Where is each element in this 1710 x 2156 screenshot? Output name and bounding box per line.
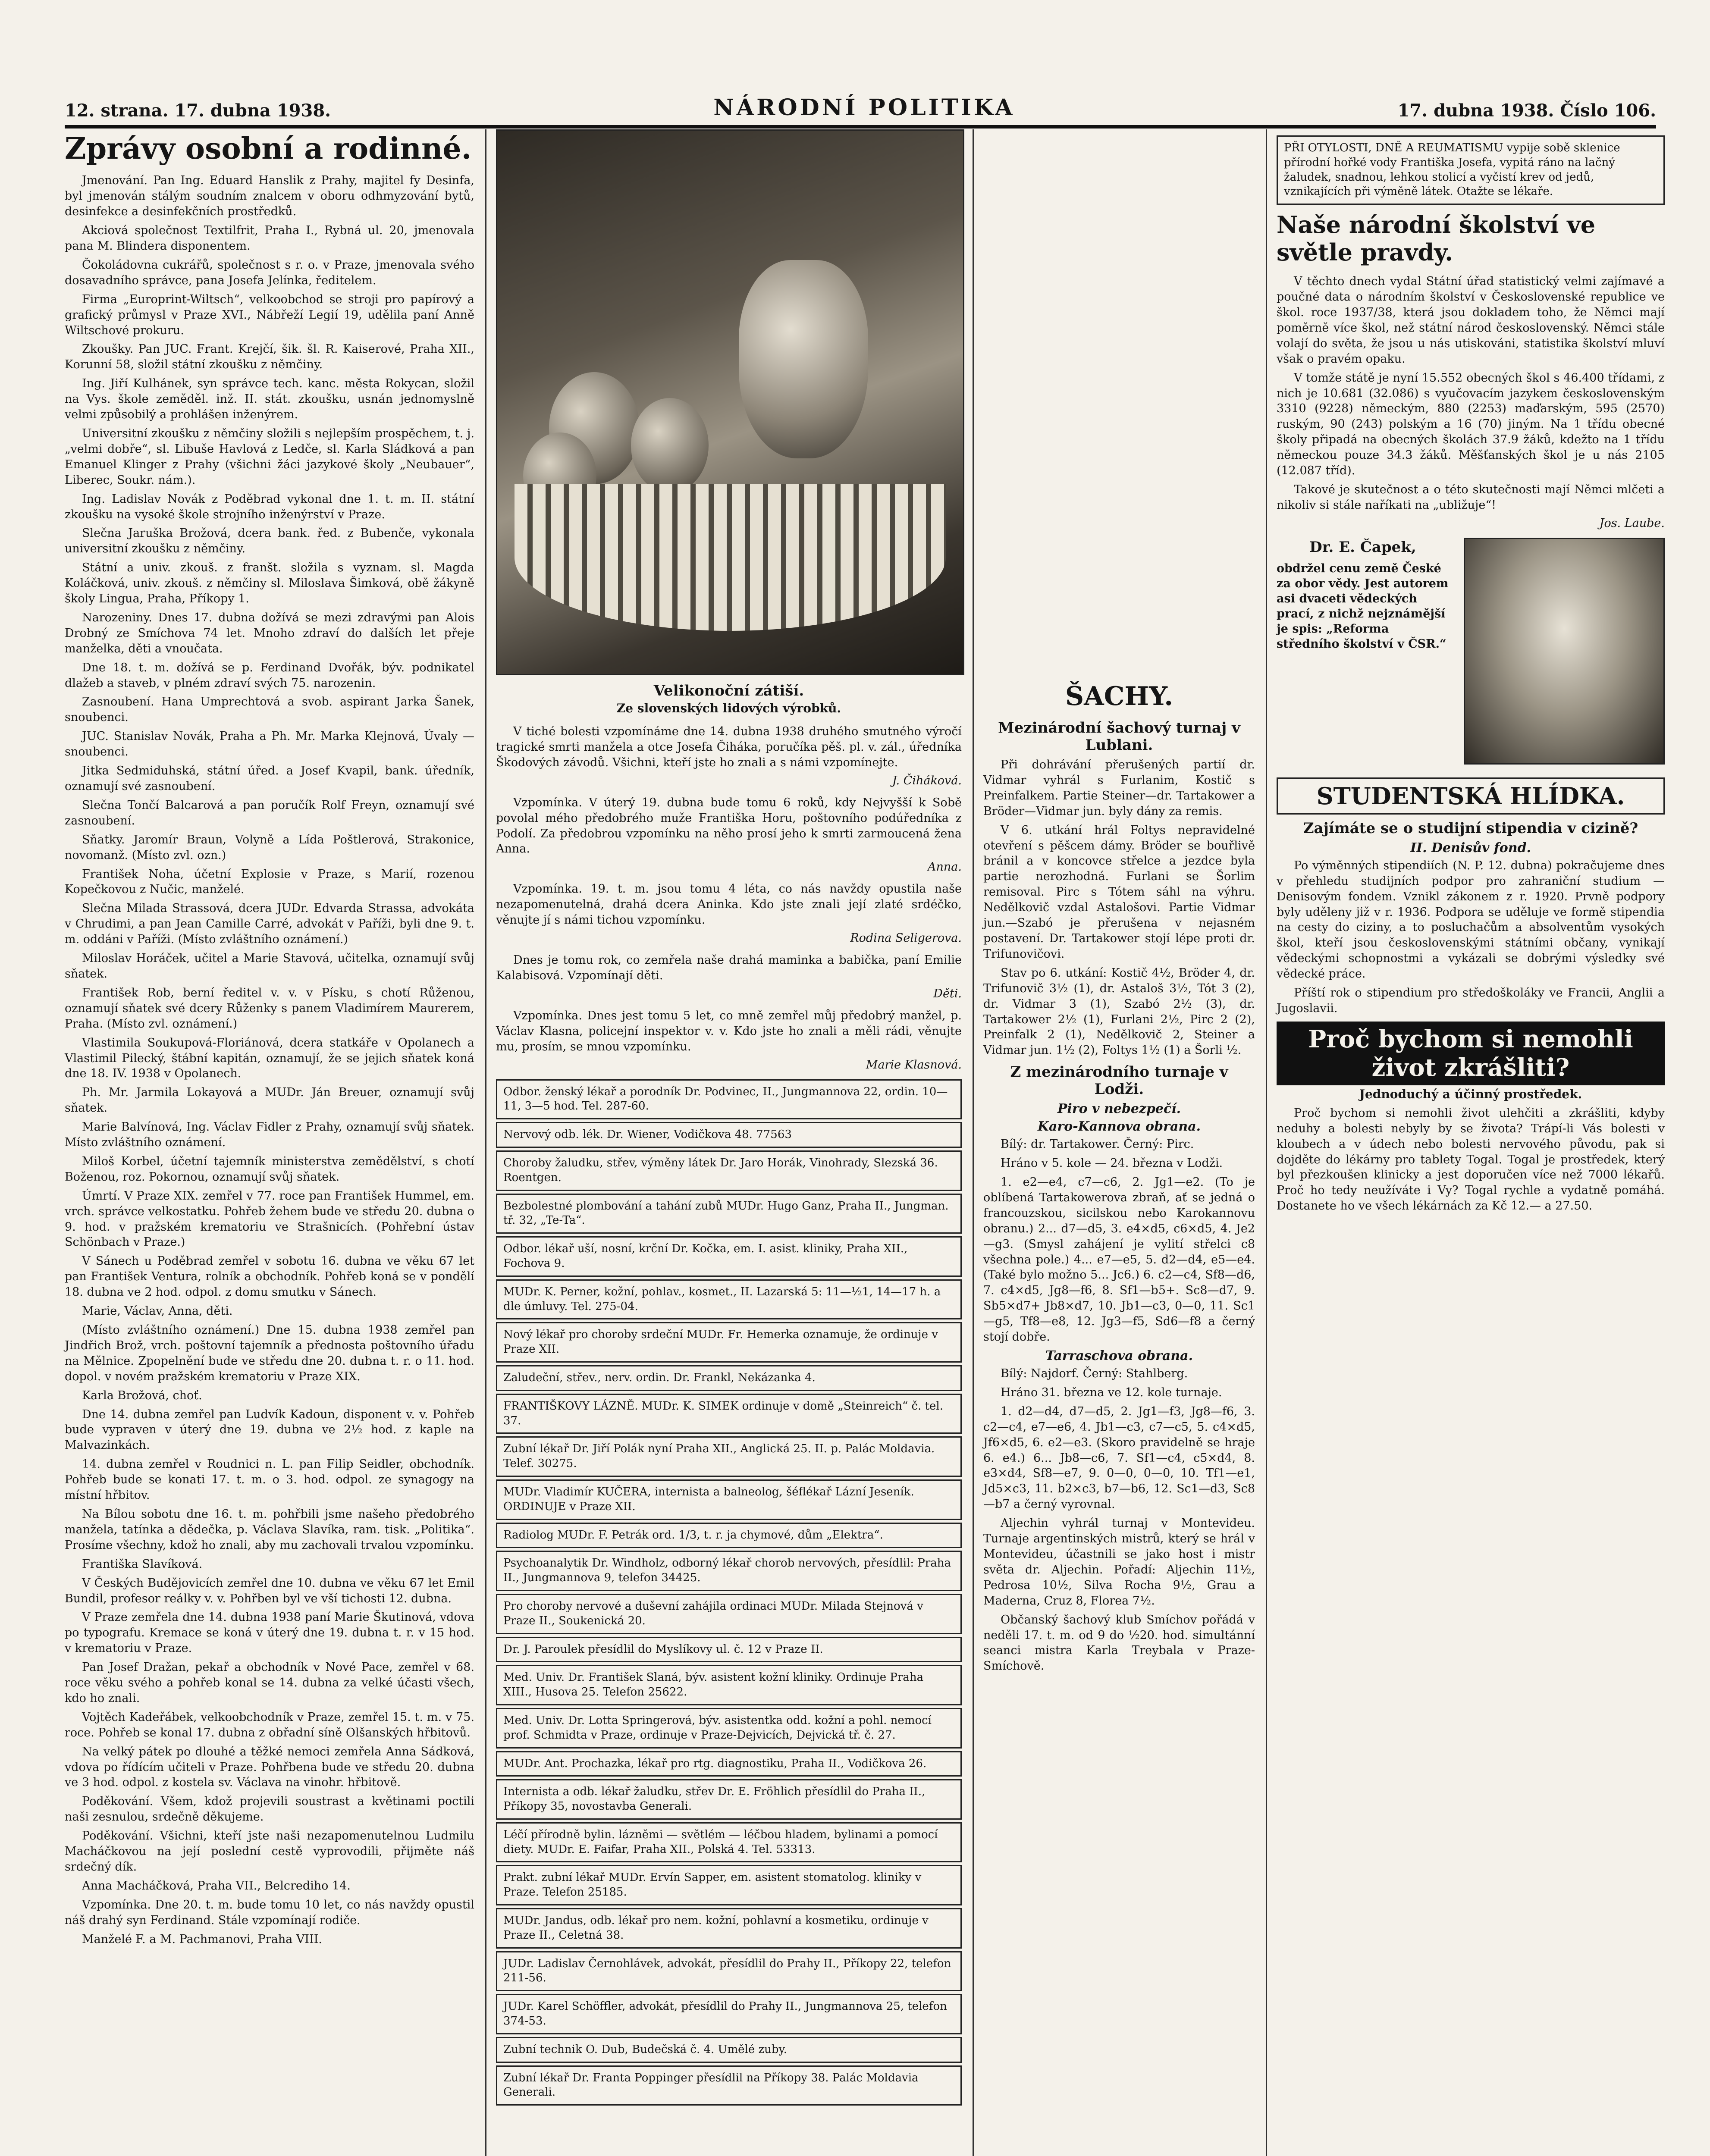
page-header (65, 91, 1656, 121)
news-paragraph: Státní a univ. zkouš. z franšt. složila s vyznam. sl. Magda Koláčková, univ. zkouš. z němčiny sl. Miloslava Šimková, obě žákyně školy Lingua, Praha, Příkopy 1. (65, 561, 474, 606)
game1-moves: 1. e2—e4, c7—c6, 2. Jg1—e2. (To je oblíbená Tartakowerova zbraň, ať se jedná o francouzskou, sicilskou nebo Karokannovu obranu.) 2... d7—d5, 3. e4×d5, c6×d5, 4. Je2—g3. (Smysl zahájení je vylití střelci c8 všechna pole.) 4... e7—e5, 5. d2—d4, e5—e4. (Také bylo možno 5... Jc6.) 6. c2—c4, Sf8—d6, 7. c4×d5, Jg8—f6, 8. Sf1—b5+. Sc8—d7, 9. Sb5×d7+ Jb8×d7, 10. Jb1—c3, 0—0, 11. Sc1—g5, Tf8—e8, 12. Jg3—f5, Sd6—f8 a černý stojí dobře. (983, 1175, 1255, 1344)
classified-ad-text: Zubní lékař Dr. Jiří Polák nyní Praha XII., Anglická 25. II. p. Palác Moldavia. Telef. 30275. (503, 1442, 935, 1470)
chess-title: ŠACHY. (1065, 681, 1173, 711)
classified-ad-text: Dr. J. Paroulek přesídlil do Myslíkovy ul. č. 12 v Praze II. (503, 1642, 823, 1656)
classified-ad-text: Prakt. zubní lékař MUDr. Ervín Sapper, em. asistent stomatolog. kliniky v Praze. Telefon 25185. (503, 1871, 922, 1899)
classified-ad-text: Zubní technik O. Dub, Budečská č. 4. Umělé zuby. (503, 2043, 788, 2056)
classified-ad (496, 1665, 962, 1705)
classified-ad-text: Bezbolestné plombování a tahání zubů MUDr. Hugo Ganz, Praha II., Jungman. tř. 32, „Te-Ta“. (503, 1199, 949, 1227)
section-title: Zprávy osobní a rodinné. (65, 132, 472, 166)
classified-ad (496, 1079, 962, 1120)
classified-ad (496, 1122, 962, 1148)
news-paragraph: Vojtěch Kadeřábek, velkoobchodník v Praze, zemřel 15. t. m. v 75. roce. Pohřeb se konal 17. dubna z obřadní síně Olšanských hřbitovů. (65, 1710, 474, 1739)
togal-ad-heading: Proč bychom si nemohli život zkrášliti? (1277, 1022, 1665, 1085)
news-paragraph: Úmrtí. V Praze XIX. zemřel v 77. roce pan František Hummel, em. vrch. správce velkostatku. Pohřeb žehem bude ve středu 20. dubna o 9. hod. v pražském krematoriu ve Strašnicích. (Pohřební ústav Schönbach v Praze.) (65, 1189, 474, 1249)
classified-ad (496, 1194, 962, 1234)
news-paragraph: Ph. Mr. Jarmila Lokayová a MUDr. Ján Breuer, oznamují svůj sňatek. (65, 1086, 474, 1115)
portrait-caption (1277, 538, 1449, 652)
memorial-notice: Vzpomínka. Dnes jest tomu 5 let, co mně zemřel můj předobrý manžel, p. Václav Klasna, policejní inspektor v. v. Kdo jste ho znali a měli rádi, věnujte mu, prosím, se mnou vzpomínku. (496, 1009, 962, 1053)
classified-ad-text: Med. Univ. Dr. Lotta Springerová, býv. asistentka odd. kožní a pohl. nemocí prof. Schmidta v Praze, ordinuje v Praze-Dejvicích, Dejvická tř. č. 27. (503, 1714, 932, 1742)
classified-ad-text: Léčí přírodně bylin. lázněmi — světlém — léčbou hladem, bylinami a pomocí diety. MUDr. E. Faifar, Praha XII., Polská 4. Tel. 53313. (503, 1828, 938, 1856)
classified-ad (496, 1865, 962, 1905)
news-paragraph: V Sánech u Poděbrad zemřel v sobotu 16. dubna ve věku 67 let pan František Ventura, rolník a obchodník. Pohřeb koná se v pondělí 18. dubna ve 2 hod. odpol. z domu smutku v Sánech. (65, 1254, 474, 1299)
news-paragraph: Zkoušky. Pan JUC. Frant. Krejčí, šik. šl. R. Kaiserové, Praha XII., Korunní 58, složil státní zkoušku z němčiny. (65, 342, 474, 372)
news-paragraph: Slečna Jaruška Brožová, dcera bank. řed. z Bubenče, vykonala universitní zkoušku z němčiny. (65, 526, 474, 556)
student-subtitle-fund: II. Denisův fond. (1410, 840, 1531, 856)
club-news: Občanský šachový klub Smíchov pořádá v neděli 17. t. m. od 9 do ½20. hod. simultánní seanci mistra Karla Treybala v Praze-Smíchově. (983, 1613, 1255, 1673)
personal-news-column (65, 129, 474, 1951)
photo-and-ads-column (496, 129, 962, 2108)
easter-egg (631, 398, 709, 493)
header-rule (65, 125, 1656, 128)
classified-ad-text: MUDr. Ant. Prochazka, lékař pro rtg. diagnostiku, Praha II., Vodičkova 26. (503, 1757, 927, 1770)
news-paragraph: František Noha, účetní Explosie v Praze, s Marií, rozenou Kopečkovou z Nučic, manželé. (65, 867, 474, 896)
classified-ad (496, 1436, 962, 1477)
classified-ad (496, 1994, 962, 2034)
game1-opening: Karo-Kannova obrana. (1037, 1119, 1201, 1134)
news-paragraph: Na velký pátek po dlouhé a těžké nemoci zemřela Anna Sádková, vdova po řídícím učiteli v Praze. Pohřbena bude ve středu 20. dubna ve 3 hod. odpol. z kostela sv. Václava na vinohr. hřbitově. (65, 1745, 474, 1789)
student-paragraph: Po výměnných stipendiích (N. P. 12. dubna) pokračujeme dnes v přehledu studijních podpor pro zahraniční studium — Denisovým fondem. Vznikl zákonem z r. 1920. Prvně podpory byly uděleny již v r. 1936. Podpora se uděluje ve formě stipendia na cesty do ciziny, a to posluchačům a absolventům vysokých škol, kteří jsou československými státními občany, vynikají vědeckými schopnostmi a vykázali se dobrými výsledky své vědecké práce. (1277, 859, 1665, 981)
schooling-paragraph: V těchto dnech vydal Státní úřad statistický velmi zajímavé a poučné data o národním školství v Československé republice ve škol. roce 1937/38, která jsou dokladem toho, že Němci mají poměrně více škol, než státní národ československý. Němci stále volají do světa, že jsou u nás utiskováni, statistika školství mluví však o pravém opaku. (1277, 275, 1665, 366)
bowl-shape (515, 484, 946, 631)
classified-ad-text: Radiolog MUDr. F. Petrák ord. 1/3, t. r. ja chymové, dům „Elektra“. (503, 1528, 883, 1542)
classified-ad-text: Internista a odb. lékař žaludku, střev Dr. E. Fröhlich přesídlil do Praha II., Příkopy 35, novostavba Generali. (503, 1785, 926, 1813)
news-paragraph: Sňatky. Jaromír Braun, Volyně a Lída Poštlerová, Strakonice, novomanž. (Místo zvl. ozn.) (65, 833, 474, 862)
news-paragraph: Manželé F. a M. Pachmanovi, Praha VIII. (82, 1932, 322, 1946)
news-paragraph: Miloslav Horáček, učitel a Marie Stavová, učitelka, oznamují svůj sňatek. (65, 952, 474, 981)
classified-ad (496, 1150, 962, 1191)
togal-ad-subtitle: Jednoduchý a účinný prostředek. (1359, 1087, 1582, 1101)
classified-ad (496, 1637, 962, 1663)
game2-info: Hráno 31. března ve 12. kole turnaje. (1001, 1385, 1222, 1399)
classified-ad (496, 1322, 962, 1363)
mineral-water-ad (1277, 135, 1665, 205)
schooling-paragraph: V tomže státě je nyní 15.552 obecných škol s 46.400 třídami, z nich je 10.681 (32.086) s vyučovacím jazykem československým 3310 (9228) německým, 880 (2253) maďarským, 595 (2570) ruským, 90 (243) polským a 16 (70) jiným. Na 1 třídu obecné školy připadá na obecných školách 37.9 žáků, kdežto na 1 třídu německou pouze 34.3 žáků. Měšťanských škol je u nás 2105 (12.087 tříd). (1277, 371, 1665, 478)
news-paragraph: Akciová společnost Textilfrit, Praha I., Rybná ul. 20, jmenovala pana M. Blindera disponentem. (65, 224, 474, 253)
news-paragraph: Miloš Korbel, účetní tajemník ministerstva zemědělství, s chotí Boženou, roz. Pokornou, oznamují svůj sňatek. (65, 1154, 474, 1184)
classified-ad (496, 1951, 962, 1992)
classified-ad-text: Odbor. ženský lékař a porodník Dr. Podvinec, II., Jungmannova 22, ordin. 10—11, 3—5 hod. Tel. 287-60. (503, 1085, 948, 1113)
game1-title: Piro v nebezpečí. (1057, 1101, 1181, 1117)
classified-ad (496, 1822, 962, 1863)
classified-ad-text: Psychoanalytik Dr. Windholz, odborný lékař chorob nervových, přesídlil: Praha II., Jungmannova 9, telefon 34425. (503, 1557, 951, 1585)
classified-ad (496, 1708, 962, 1749)
chess-news: Aljechin vyhrál turnaj v Montevideu. Turnaje argentinských mistrů, který se hrál v Montevideu, účastnili se jako host i mistr světa dr. Aljechin. Pořadí: Aljechin 11½, Pedrosa 10½, Silva Rocha 9½, Grau a Maderna, Cruz 8, Florea 7½. (983, 1517, 1255, 1608)
photo-caption: Velikonoční zátiší. (653, 682, 804, 699)
news-paragraph: V Praze zemřela dne 14. dubna 1938 paní Marie Škutinová, vdova po typografu. Kremace se koná v úterý dne 19. dubna t. r. v 15 hod. v krematoriu v Praze. (65, 1611, 474, 1655)
classified-ad (496, 1236, 962, 1277)
column-divider (485, 129, 486, 2156)
news-paragraph: Zasnoubení. Hana Umprechtová a svob. aspirant Jarka Šanek, snoubenci. (65, 695, 474, 724)
classified-ad-text: Nervový odb. lék. Dr. Wiener, Vodičkova 48. 77563 (503, 1128, 792, 1141)
classified-ad-text: FRANTIŠKOVY LÁZNĚ. MUDr. K. SIMEK ordinuje v domě „Steinreich“ č. tel. 37. (503, 1399, 944, 1427)
memorials-list (496, 724, 962, 1072)
memorial-signature: Rodina Seligerova. (850, 931, 962, 945)
classified-ad-text: JUDr. Ladislav Černohlávek, advokát, přesídlil do Prahy II., Příkopy 22, telefon 211-56. (503, 1957, 951, 1985)
classified-ad (496, 1523, 962, 1548)
personal-news-list (65, 173, 474, 1947)
news-paragraph: Firma „Europrint-Wiltsch“, velkoobchod se stroji pro papírový a grafický průmysl v Praze XVI., Nábřeží Legií 19, udělila paní Anně Wiltschové prokuru. (65, 292, 474, 337)
column-divider (973, 129, 974, 2156)
page-number-date: 12. strana. 17. dubna 1938. (65, 100, 331, 121)
classified-ad-text: Pro choroby nervové a duševní zahájila ordinaci MUDr. Milada Stejnová v Praze II., Soukenická 20. (503, 1599, 923, 1627)
news-paragraph: Karla Brožová, choť. (82, 1388, 202, 1402)
student-column-title: STUDENTSKÁ HLÍDKA. (1277, 777, 1665, 815)
chess-subtitle: Mezinárodní šachový turnaj v Lublani. (998, 719, 1240, 754)
news-paragraph: JUC. Stanislav Novák, Praha a Ph. Mr. Marka Klejnová, Úvaly — snoubenci. (65, 730, 474, 759)
column-divider (1266, 129, 1267, 2156)
togal-ad-text: Proč bychom si nemohli život ulehčiti a zkrášliti, kdyby neduhy a bolesti nebyly by se života? Trápí-li Vás bolesti v kloubech a v údech nebo bolesti nervového původu, pak si dojděte do lékárny pro tablety Togal. Togal je prostředek, který byl přezkoušen klinicky a jest doporučen více než 7000 lékařů. Proč ho tedy neužíváte i Vy? Togal rychle a vydatně pomáhá. Dostanete ho ve všech lékárnách za Kč 12.— a 27.50. (1277, 1106, 1665, 1213)
memorial-signature: Děti. (933, 987, 962, 1000)
classified-ad-text: MUDr. Vladimír KUČERA, internista a balneolog, šéflékař Lázní Jeseník. ORDINUJE v Praze XII. (503, 1485, 914, 1513)
news-paragraph: Anna Macháčková, Praha VII., Belcrediho 14. (82, 1879, 351, 1893)
classified-ad (496, 1751, 962, 1777)
memorial-notice: Vzpomínka. 19. t. m. jsou tomu 4 léta, co nás navždy opustila naše nezapomenutelná, drahá dcera Aninka. Kdo jste znali její zlaté srdéčko, věnujte jí s námi tichou vzpomínku. (496, 882, 962, 927)
game2-moves: 1. d2—d4, d7—d5, 2. Jg1—f3, Jg8—f6, 3. c2—c4, e7—e6, 4. Jb1—c3, c7—c5, 5. c4×d5, Jf6×d5, 6. e2—e3. (Skoro pravidelně se hraje 6. e4.) 6... Jb8—c6, 7. Sf1—c4, c5×d4, 8. e3×d4, Sf8—e7, 9. 0—0, 0—0, 10. Tf1—e1, Jd5×c3, 11. b2×c3, b7—b6, 12. Sc1—d3, Sc8—b7 a černý vyrovnal. (983, 1404, 1255, 1511)
schooling-paragraph: Takové je skutečnost a o této skutečnosti mají Němci mlčeti a nikoliv si stále naříkati na „ubližuje“! (1277, 483, 1665, 512)
news-paragraph: Ing. Jiří Kulhánek, syn správce tech. kanc. města Rokycan, složil na Vys. škole zeměděl. inž. II. stát. zkoušku, usnán jednomyslně velmi způsobilý a prohlášen inženýrem. (65, 377, 474, 422)
news-paragraph: Čokoládovna cukrářů, společnost s r. o. v Praze, jmenovala svého dosavadního správce, pana Josefa Jelínka, ředitelem. (65, 258, 474, 287)
memorial-signature: Anna. (928, 860, 962, 874)
classified-ad (496, 2037, 962, 2063)
portrait-name: Dr. E. Čapek, (1309, 538, 1416, 556)
classified-ad-text: JUDr. Karel Schöffler, advokát, přesídlil do Prahy II., Jungmannova 25, telefon 374-53. (503, 2000, 947, 2028)
news-paragraph: Poděkování. Všichni, kteří jste naši nezapomenutelnou Ludmilu Macháčkovou na její poslední cestě vyprovodili, přijměte náš srdečný dík. (65, 1829, 474, 1874)
news-paragraph: Marie Balvínová, Ing. Václav Fidler z Prahy, oznamují svůj sňatek. Místo zvláštního oznámení. (65, 1120, 474, 1150)
article-signature: Jos. Laube. (1599, 516, 1665, 530)
news-paragraph: Slečna Tončí Balcarová a pan poručík Rolf Freyn, oznamují své zasnoubení. (65, 798, 474, 827)
news-paragraph: František Rob, berní ředitel v. v. v Písku, s chotí Růženou, oznamují sňatek své dcery Růženky s panem Vladimírem Maurerem, Praha. (Místo zvl. oznámení.) (65, 986, 474, 1031)
portrait-block (1277, 538, 1665, 771)
easter-still-life-photo (496, 129, 964, 675)
news-paragraph: (Místo zvláštního oznámení.) Dne 15. dubna 1938 zemřel pan Jindřich Brož, vrch. poštovní tajemník a přednosta poštovního úřadu na Mělnice. Zpopelnění bude ve středu dne 20. dubna t. r. o 11. hod. dopol. v novém pražském krematoriu v Praze XIX. (65, 1323, 474, 1383)
photo-subcaption: Ze slovenských lidových výrobků. (616, 701, 841, 715)
chess-paragraph: Stav po 6. utkání: Kostič 4½, Bröder 4, dr. Trifunovič 3½ (1), dr. Astaloš 3½, Tót 3 (2), dr. Vidmar 3 (1), Szabó 2½ (3), dr. Tartakower 2½ (1), Furlani 2½, Pirc 2 (2), Preinfalk 2 (1), Nedělkovič 2, Steiner a Vidmar jun. 1½ (2), Foltys 1½ (1) a Šorli ½. (983, 966, 1255, 1057)
chess-column (983, 129, 1255, 1677)
classified-ad (496, 1365, 962, 1391)
news-paragraph: Pan Josef Dražan, pekař a obchodník v Nové Pace, zemřel v 68. roce věku svého a pohřeb konal se 14. dubna za velké účasti všech, kdo ho znali. (65, 1661, 474, 1705)
classified-ad (496, 2065, 962, 2106)
classified-ad-text: Zaludeční, střev., nerv. ordin. Dr. Frankl, Nekázanka 4. (503, 1371, 816, 1384)
chess-paragraph: V 6. utkání hrál Foltys nepravidelné otevření s pěšcem dámy. Bröder se bouřlivě bránil a v koncovce střelce a jezdce byla partie nerozhodná. Furlani se Šorlim remisoval. Pirc s Tótem sáhl na výhru. Nedělkovič vzdal Astalošovi. Partie Vidmar jun.—Szabó je přerušena v nejasném postavení. Dr. Tartakower stojí lépe proti dr. Trifunovičovi. (983, 823, 1255, 961)
news-paragraph: Ing. Ladislav Novák z Poděbrad vykonal dne 1. t. m. II. státní zkoušku na vysoké škole strojního inženýrství v Praze. (65, 492, 474, 521)
portrait-photo (1464, 538, 1665, 765)
news-paragraph: Poděkování. Všem, kdož projevili soustrast a květinami poctili naši zesnulou, srdečně děkujeme. (65, 1795, 474, 1824)
classified-ad-text: Med. Univ. Dr. František Slaná, býv. asistent kožní kliniky. Ordinuje Praha XIII., Husova 25. Telefon 25622. (503, 1671, 924, 1699)
news-paragraph: Slečna Milada Strassová, dcera JUDr. Edvarda Strassa, advokáta v Chrudimi, a pan Jean Camille Carré, advokát v Paříži, byli dne 9. t. m. oddáni v Paříži. (Místo zvláštního oznámení.) (65, 902, 474, 946)
news-paragraph: Narozeniny. Dnes 17. dubna dožívá se mezi zdravými pan Alois Drobný ze Smíchova 74 let. Mnoho zdraví do dalších let přeje manželka, děti a vnoučata. (65, 611, 474, 655)
chess-subtitle-lodz: Z mezinárodního turnaje v Lodži. (1010, 1063, 1228, 1098)
schooling-article (1277, 274, 1665, 513)
news-paragraph: Vzpomínka. Dne 20. t. m. bude tomu 10 let, co nás navždy opustil náš drahý syn Ferdinand. Stále vzpomínají rodiče. (65, 1898, 474, 1927)
classified-ad (496, 1279, 962, 1320)
game1-players: Bílý: dr. Tartakower. Černý: Pirc. (1001, 1138, 1194, 1151)
classified-ad (496, 1394, 962, 1434)
classified-ad (496, 1779, 962, 1820)
memorial-notice: Dnes je tomu rok, co zemřela naše drahá maminka a babička, paní Emilie Kalabisová. Vzpomínají děti. (496, 953, 962, 982)
issue-number: 17. dubna 1938. Číslo 106. (1397, 100, 1656, 121)
classified-ad-text: Zubní lékař Dr. Franta Poppinger přesídlil na Příkopy 38. Palác Moldavia Generali. (503, 2071, 919, 2099)
news-paragraph: Františka Slavíková. (82, 1557, 203, 1571)
memorial-signature: J. Čiháková. (892, 774, 962, 787)
classified-ad-text: MUDr. K. Perner, kožní, pohlav., kosmet., II. Lazarská 5: 11—½1, 14—17 h. a dle úmluvy. Tel. 275-04. (503, 1285, 941, 1313)
news-paragraph: Jitka Sedmiduhská, státní úřed. a Josef Kvapil, bank. úředník, oznamují své zasnoubení. (65, 764, 474, 793)
memorial-notice: Vzpomínka. V úterý 19. dubna bude tomu 6 roků, kdy Nejvyšší k Sobě povolal mého předobrého muže Františka Horu, poštovního podúředníka z Podolí. Za předobrou vzpomínku na něho prosí jeho k smrti zarmoucená žena Anna. (496, 796, 962, 856)
student-article (1277, 858, 1665, 1016)
memorial-notice: V tiché bolesti vzpomínáme dne 14. dubna 1938 druhého smutného výročí tragické smrti manžela a otce Josefa Čiháka, poručíka pěš. pl. v. zál., úředníka Škodových závodů. Všichni, kteří jste ho znali a s námi vzpomínejte. (496, 725, 962, 769)
news-paragraph: Na Bílou sobotu dne 16. t. m. pohřbili jsme našeho předobrého manžela, tatínka a dědečka, p. Václava Slavíka, ram. tisk. „Politika“. Prosíme všechny, kdož ho znali, aby mu zachovali trvalou vzpomínku. (65, 1507, 474, 1552)
mineral-water-ad-text: PŘI OTYLOSTI, DNĚ A REUMATISMU vypije sobě sklenice přírodní hořké vody Františka Josefa, vypitá ráno na lačný žaludek, snadnou, lehkou stolicí a vyčistí krev od jedů, vznikajících při výměně látek. Otažte se lékaře. (1284, 141, 1620, 198)
news-paragraph: V Českých Budějovicích zemřel dne 10. dubna ve věku 67 let Emil Bundil, profesor reálky v. v. Pohřben byl ve vší tichosti 12. dubna. (65, 1576, 474, 1605)
classified-ad (496, 1479, 962, 1520)
news-paragraph: Jmenování. Pan Ing. Eduard Hanslik z Prahy, majitel fy Desinfa, byl jmenován stálým soudním znalcem v oboru odhmyzování bytů, desinfekce a desinfekčních prostředků. (65, 174, 474, 219)
game2-players: Bílý: Najdorf. Černý: Stahlberg. (1001, 1367, 1188, 1380)
portrait-text: obdržel cenu země České za obor vědy. Jest autorem asi dvaceti vědeckých prací, z nichž nejznámější je spis: „Reforma středního školství v ČSR.“ (1277, 561, 1449, 651)
chess-paragraph: Při dohrávání přerušených partií dr. Vidmar vyhrál s Furlanim, Kostič s Preinfalkem. Partie Steiner—dr. Tartakower a Bröder—Vidmar jun. byly dány za remis. (983, 758, 1255, 818)
schooling-title: Naše národní školství ve světle pravdy. (1277, 211, 1596, 266)
game2-opening: Tarraschova obrana. (1045, 1348, 1193, 1363)
classified-ad-text: Nový lékař pro choroby srdeční MUDr. Fr. Hemerka oznamuje, že ordinuje v Praze XII. (503, 1328, 938, 1356)
classified-ad (496, 1594, 962, 1634)
classified-ad (496, 1908, 962, 1949)
classified-ad-text: MUDr. Jandus, odb. lékař pro nem. kožní, pohlavní a kosmetiku, ordinuje v Praze II., Celetná 38. (503, 1914, 929, 1942)
news-paragraph: Universitní zkoušku z němčiny složili s nejlepším prospěchem, t. j. „velmi dobře“, sl. Libuše Havlová z Ledče, sl. Karla Sládková a pan Emanuel Klinger z Prahy (všichni žáci jazykové školy „Neubauer“, Liberec, Soukr. nám.). (65, 426, 474, 487)
news-paragraph: Vlastimila Soukupová-Floriánová, dcera statkáře v Opolanech a Vlastimil Pilecký, štábní kapitán, oznamují, že se jejich sňatek koná dne 18. IV. 1938 v Opolanech. (65, 1036, 474, 1081)
newspaper-masthead: NÁRODNÍ POLITIKA (713, 94, 1015, 121)
education-column (1277, 129, 1665, 1217)
classified-ads (496, 1079, 962, 2106)
news-paragraph: 14. dubna zemřel v Roudnici n. L. pan Filip Seidler, obchodník. Pohřeb bude se konati 17. t. m. o 3. hod. odpol. ze synagogy na místní hřbitov. (65, 1457, 474, 1502)
news-paragraph: Marie, Václav, Anna, děti. (82, 1304, 233, 1318)
classified-ad-text: Choroby žaludku, střev, výměny látek Dr. Jaro Horák, Vinohrady, Slezská 36. Roentgen. (503, 1156, 938, 1184)
classified-ad (496, 1551, 962, 1591)
memorial-signature: Marie Klasnová. (866, 1058, 962, 1072)
classified-ad-text: Odbor. lékař uší, nosní, krční Dr. Kočka, em. I. asist. kliniky, Praha XII., Fochova 9. (503, 1242, 908, 1270)
game1-info: Hráno v 5. kole — 24. března v Lodži. (1001, 1156, 1223, 1170)
student-paragraph: Příští rok o stipendium pro středoškoláky ve Francii, Anglii a Jugoslavii. (1277, 986, 1665, 1015)
jug-shape (739, 260, 868, 458)
chess-report (983, 757, 1255, 1058)
news-paragraph: Dne 18. t. m. dožívá se p. Ferdinand Dvořák, býv. podnikatel dlažeb a staveb, v plném zdraví svých 75. narozenin. (65, 661, 474, 690)
student-subtitle: Zajímáte se o studijní stipendia v cizině? (1303, 819, 1638, 837)
news-paragraph: Dne 14. dubna zemřel pan Ludvík Kadoun, disponent v. v. Pohřeb bude vypraven v úterý dne 19. dubna ve 2½ hod. z kaple na Malvazinkách. (65, 1407, 474, 1452)
